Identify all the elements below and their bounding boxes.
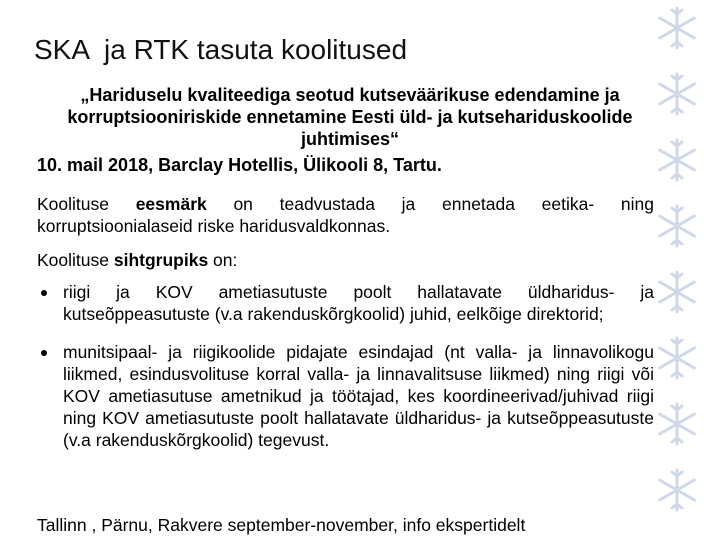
list-item-text: riigi ja KOV ametiasutuste poolt hallatavate üldharidus- ja kutseõppeasutuste (v.a rakenduskõrgkoolid) juhid, eelkõige direktorid;: [63, 282, 654, 324]
training-subtitle: „Hariduselu kvaliteediga seotud kutseväärikuse edendamine ja korruptsiooniriskide ennetamine Eesti üld- ja kutsehariduskoolide juhtimises“: [67, 85, 633, 149]
snowflake-icon: [653, 268, 701, 316]
goal-text: on teadvustada ja ennetada eetika- ning korruptsioonialaseid riske haridusvaldkonnas.: [37, 194, 654, 236]
snowflake-icon: [653, 4, 701, 52]
snowflake-icon: [653, 466, 701, 514]
bullet-dot-icon: [41, 350, 47, 356]
target-keyword: sihtgrupiks: [113, 250, 209, 270]
date-location: 10. mail 2018, Barclay Hotellis, Ülikooli 8, Tartu.: [37, 155, 442, 175]
list-item-text: munitsipaal- ja riigikoolide pidajate esindajad (nt valla- ja linnavolikogu liikmed, esindusvolituse korral valla- ja linnavalitsuse liikmed) ning riigi või KOV ametiasutuse ametnikud ja töötajad, kes koordineerivad/juhivad riigi ning KOV ametiasutuste poolt hallatavate üldharidus- ja kutseõppeasutuste (v.a rakenduskõrgkoolid) tegevust.: [63, 342, 654, 450]
snowflake-icon: [653, 202, 701, 250]
list-item: [37, 281, 654, 325]
snowflake-border: [645, 0, 709, 539]
snowflake-icon: [653, 334, 701, 382]
snowflake-icon: [653, 400, 701, 448]
goal-prefix: Koolituse: [37, 194, 136, 214]
goal-keyword: eesmärk: [135, 194, 207, 214]
target-prefix: Koolituse: [37, 250, 114, 270]
footer-note: Tallinn , Pärnu, Rakvere september-november, info ekspertidelt: [37, 515, 526, 535]
list-item: [37, 341, 654, 451]
goal-paragraph: [37, 193, 654, 237]
target-group-list: [37, 281, 654, 451]
slide-title: SKA ja RTK tasuta koolitused: [34, 34, 408, 65]
target-paragraph: [37, 249, 654, 271]
bullet-dot-icon: [41, 290, 47, 296]
target-text: on:: [208, 250, 238, 270]
